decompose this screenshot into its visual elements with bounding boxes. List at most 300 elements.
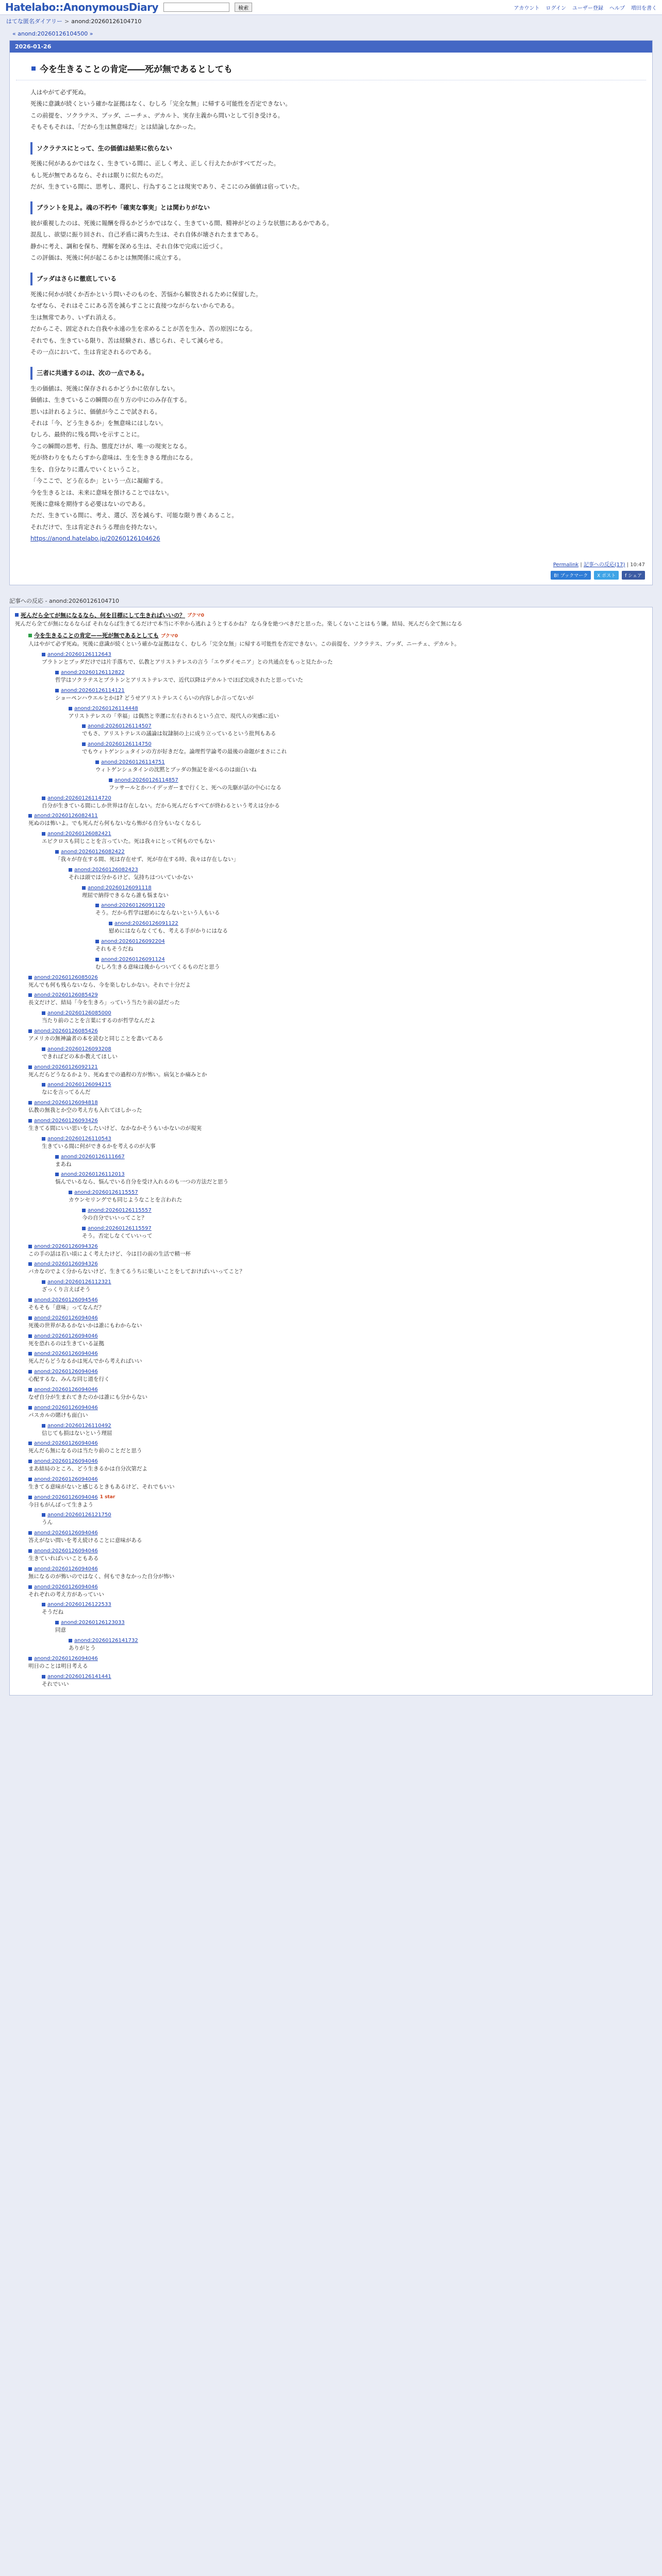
comment-link[interactable]: anond:20260126114750 — [88, 741, 152, 748]
comment-header — [69, 706, 647, 711]
comment-item — [10, 1367, 652, 1385]
prev-next-anchor[interactable]: « anond:20260126104500 » — [12, 30, 93, 37]
comment-link[interactable]: anond:20260126094046 — [34, 1315, 98, 1321]
comment-item — [10, 1080, 652, 1098]
comment-header — [69, 1190, 647, 1195]
comment-square-icon — [42, 1603, 45, 1606]
comment-badge: ブクマ0 — [187, 613, 204, 619]
comment-text: アリストテレスの「幸福」は偶然と幸運に左右されるという点で、現代人の実感に近い — [69, 713, 279, 719]
comment-text: そう。否定しなくていいって — [82, 1232, 153, 1239]
comment-header — [42, 831, 647, 837]
comment-link[interactable]: anond:20260126114448 — [74, 705, 138, 711]
comment-text: 生きていればいいこともある — [28, 1555, 99, 1562]
comment-item — [10, 1278, 652, 1296]
article-body — [10, 80, 652, 560]
comment-item — [10, 991, 652, 1009]
comment-item — [10, 1332, 652, 1350]
comment-item — [10, 1565, 652, 1583]
comment-square-icon — [28, 1370, 32, 1374]
comment-square-icon — [28, 1298, 32, 1302]
comment-link[interactable]: anond:20260126082411 — [34, 813, 98, 819]
comment-header — [42, 1423, 647, 1429]
comment-text: 悩んでいるなら、悩んでいる自分を受け入れるのも一つの方法だと思う — [55, 1179, 228, 1185]
comment-header — [82, 885, 647, 891]
article-paragraph: 死後に意識が続くという確かな証拠はなく、むしろ「完全な無」に帰する可能性を否定できない。 — [30, 100, 291, 108]
comment-text: 死んだらどうなるかは死んでから考えればいい — [28, 1358, 142, 1365]
comment-link[interactable]: anond:20260126115597 — [88, 1225, 152, 1231]
comment-item — [10, 1421, 652, 1439]
article-paragraph: 今を生きるとは、未来に意味を預けることではない。 — [30, 488, 173, 496]
comment-square-icon — [82, 742, 86, 746]
comment-link[interactable]: 死んだら全てが無になるなら、何を目標にして生きればいいの？ — [21, 612, 185, 619]
comment-link[interactable]: anond:20260126094046 — [34, 1530, 98, 1536]
comment-item — [10, 1009, 652, 1027]
comment-item — [10, 794, 652, 812]
comment-square-icon — [95, 904, 99, 907]
comment-item — [10, 848, 652, 866]
share-row — [10, 571, 652, 585]
comment-square-icon — [42, 1083, 45, 1087]
comment-link[interactable]: anond:20260126114751 — [101, 759, 165, 766]
article-subheading: ソクラテスにとって、生の価値は結果に依らない — [30, 142, 632, 155]
comment-item — [10, 1475, 652, 1493]
comment-header — [42, 1046, 647, 1052]
comment-text: なにを言ってるんだ — [42, 1089, 91, 1096]
comment-text: うん — [42, 1519, 53, 1526]
comment-square-icon — [28, 1119, 32, 1123]
article-paragraph: ただ、生きている間に、考え、選び、苦を減らす、可能な限り善くあること。 — [30, 512, 238, 519]
article-paragraph: 今この瞬間の思考、行為、態度だけが、唯一の現実となる。 — [30, 442, 191, 450]
comment-link[interactable]: anond:20260126082422 — [61, 849, 125, 855]
article-subheading: 三者に共通するのは、次の一点である。 — [30, 367, 632, 379]
comment-header — [109, 921, 647, 926]
comment-link[interactable]: anond:20260126094046 — [34, 1494, 98, 1500]
post-time: 10:47 — [630, 562, 645, 568]
comment-header — [69, 867, 647, 873]
comment-item — [10, 1457, 652, 1475]
comment-square-icon — [28, 1549, 32, 1553]
paragraph-gap — [30, 263, 632, 269]
comment-square-icon — [55, 689, 59, 692]
comment-text: 人はやがて必ず死ぬ。死後に意識が続くという確かな証拠はなく、むしろ「完全な無」に帰する可能性を否定できない。この前提を、ソクラテス、ブッダ、ニーチェ、デカルト。 — [28, 641, 460, 648]
comment-link[interactable]: anond:20260126094046 — [34, 1369, 98, 1375]
comment-link[interactable]: anond:20260126114857 — [114, 777, 178, 783]
comment-header — [69, 1638, 647, 1643]
comment-text: 無になるのが怖いのではなく、何もできなかった自分が怖い — [28, 1573, 175, 1580]
comment-link[interactable]: anond:20260126112822 — [61, 670, 125, 676]
comment-square-icon — [42, 1513, 45, 1517]
comment-header — [55, 1172, 647, 1177]
comment-item — [10, 1224, 652, 1242]
comment-link[interactable]: anond:20260126094046 — [34, 1584, 98, 1590]
comment-link[interactable]: anond:20260126112643 — [47, 652, 111, 658]
comment-header — [42, 1602, 647, 1607]
comment-header — [42, 1082, 647, 1088]
comment-header — [28, 1495, 647, 1500]
comment-square-icon — [82, 1209, 86, 1212]
comment-link[interactable]: anond:20260126094046 — [34, 1351, 98, 1357]
comment-square-icon — [28, 1478, 32, 1481]
comment-link[interactable]: anond:20260126093426 — [34, 1117, 98, 1124]
search-button[interactable]: 検索 — [235, 3, 252, 12]
comment-item — [10, 866, 652, 884]
comment-text: 長文だけど、結局「今を生きろ」っていう当たり前の話だった — [28, 999, 180, 1006]
paragraph-gap — [30, 192, 632, 198]
comment-item — [10, 1600, 652, 1618]
comment-link[interactable]: anond:20260126092121 — [34, 1064, 98, 1070]
comment-square-icon — [28, 1585, 32, 1589]
breadcrumb — [0, 15, 662, 27]
comment-square-icon — [69, 1191, 72, 1194]
comment-item — [10, 901, 652, 919]
comment-link[interactable]: anond:20260126094046 — [34, 1566, 98, 1572]
comment-text: なぜ自分が生まれてきたのかは誰にも分からない — [28, 1394, 147, 1400]
article-paragraph: その一点において、生は肯定されるのである。 — [30, 348, 155, 355]
comment-link[interactable]: anond:20260126094046 — [34, 1333, 98, 1339]
comment-link[interactable]: anond:20260126115557 — [88, 1207, 152, 1213]
comment-text: 哲学はソクラテスとプラトンとアリストテレスで、近代以降はデカルトでほぼ完成されたと思っていた — [55, 677, 303, 684]
comment-square-icon — [28, 1442, 32, 1445]
comment-header — [28, 1333, 647, 1339]
article-paragraph: 死後に意味を期待する必要はないのである。 — [30, 500, 149, 507]
comment-item — [10, 1529, 652, 1547]
comment-text: そうだね — [42, 1609, 63, 1616]
article-paragraph: 生の価値は、死後に保存されるかどうかに依存しない。 — [30, 384, 179, 392]
comment-item — [10, 937, 652, 955]
comment-square-icon — [109, 922, 112, 925]
comment-link[interactable]: anond:20260126092204 — [101, 938, 165, 944]
comment-square-icon — [69, 707, 72, 710]
comment-square-icon — [82, 724, 86, 728]
comment-header — [28, 1548, 647, 1554]
article-paragraph: 彼が重視したのは、死後に報酬を得るかどうかではなく、生きている間、精神がどのような状態にあるかである。 — [30, 219, 333, 227]
comment-header — [95, 759, 647, 765]
comment-square-icon — [82, 1227, 86, 1230]
article-paragraph: 人はやがて必ず死ぬ。 — [30, 89, 90, 96]
comment-item — [10, 1439, 652, 1457]
comment-item — [10, 1260, 652, 1278]
comment-item — [10, 686, 652, 704]
comment-square-icon — [42, 1280, 45, 1284]
article-url-link[interactable]: https://anond.hatelabo.jp/20260126104626 — [30, 535, 160, 543]
comment-square-icon — [28, 1245, 32, 1248]
comment-square-icon — [69, 1639, 72, 1642]
comment-link[interactable]: anond:20260126094046 — [34, 1476, 98, 1482]
comment-square-icon — [28, 993, 32, 997]
comment-text: 仏教の無我とか空の考え方も入れてほしかった — [28, 1107, 142, 1114]
comment-header — [109, 777, 647, 783]
comment-item — [10, 1206, 652, 1224]
article-paragraph: 静かに考え、調和を保ち、理解を深める生は、それ自体で完成に近づく。 — [30, 242, 226, 250]
comment-link[interactable]: anond:20260126141732 — [74, 1638, 138, 1644]
facebook-share-button[interactable]: f シェア — [622, 571, 645, 580]
comment-link[interactable]: anond:20260126085429 — [34, 992, 98, 998]
comment-text: 生きてる意味がないと感じるときもあるけど、それでもいい — [28, 1483, 175, 1490]
comment-link[interactable]: anond:20260126110543 — [47, 1136, 111, 1142]
comment-link[interactable]: anond:20260126094326 — [34, 1243, 98, 1249]
comment-text: ウィトゲンシュタインの沈黙とブッダの無記を並べるのは面白いね — [95, 767, 257, 773]
comment-link[interactable]: anond:20260126111667 — [61, 1154, 125, 1160]
comment-link[interactable]: anond:20260126082423 — [74, 867, 138, 873]
comment-square-icon — [15, 613, 19, 617]
article-paragraph: それは「今、どう生きるか」を無意味にはしない。 — [30, 419, 167, 427]
comment-square-icon — [42, 1424, 45, 1428]
comment-square-icon — [28, 1406, 32, 1410]
comment-text: できればどの本か教えてほしい — [42, 1053, 118, 1060]
article — [9, 40, 653, 585]
comment-square-icon — [95, 760, 99, 764]
search-input[interactable] — [163, 3, 229, 12]
comment-link[interactable]: anond:20260126091124 — [101, 956, 165, 962]
article-paragraph: 「今ここで、どう在るか」という一点に凝縮する。 — [30, 477, 167, 485]
comment-square-icon — [28, 1334, 32, 1338]
comment-link[interactable]: anond:20260126094046 — [34, 1404, 98, 1411]
comment-item — [10, 973, 652, 991]
comment-text: それぞれの考え方があっていい — [28, 1591, 104, 1598]
comment-square-icon — [42, 1137, 45, 1141]
comment-header — [28, 1405, 647, 1411]
breadcrumb-current: anond:20260126104710 — [71, 18, 142, 25]
permalink-link[interactable]: Permalink — [553, 562, 579, 568]
comment-link[interactable]: anond:20260126093208 — [47, 1046, 111, 1052]
comment-item — [10, 650, 652, 668]
comment-item — [10, 1170, 652, 1188]
comment-text: パスカルの賭けも面白い — [28, 1412, 88, 1418]
comment-item — [10, 704, 652, 722]
comment-item — [10, 1547, 652, 1565]
comment-item — [10, 1296, 652, 1314]
comment-square-icon — [55, 1621, 59, 1624]
comment-item — [10, 1134, 652, 1153]
comment-link[interactable]: anond:20260126094046 — [34, 1386, 98, 1393]
article-paragraph: 死後に何があるかではなく、生きている間に、正しく考え、正しく行えたかがすべてだった。 — [30, 160, 280, 167]
comment-text: フッサールとかハイデッガーまで行くと、死への先駆が話の中心になる — [109, 784, 282, 791]
comment-header — [82, 1208, 647, 1213]
comment-text: 同意 — [55, 1627, 66, 1634]
comment-item — [10, 1027, 652, 1045]
comment-square-icon — [28, 1029, 32, 1033]
comment-text: 自分が生きている間にしか世界は存在しない。だから死んだらすべてが終わるという考えは分かる — [42, 802, 280, 809]
comment-item — [10, 829, 652, 848]
article-paragraph: だが、生きている間に、思考し、選択し、行為することは現実であり、そこにのみ価値は宿っていた。 — [30, 182, 303, 190]
comment-header — [28, 1387, 647, 1393]
comment-text: この手の話は若い頃によく考えたけど、今は目の前の生活で精一杯 — [28, 1250, 191, 1257]
comment-item — [10, 1654, 652, 1672]
top-nav — [514, 4, 657, 11]
comment-header — [95, 957, 647, 962]
article-footer: Permalink | 記事への反応(17) | 10:47 — [553, 562, 645, 568]
article-subheading: ブラントを見よ。魂の不朽や「確実な事実」とは関わりがない — [30, 201, 632, 214]
comment-square-icon — [28, 1460, 32, 1463]
comment-header — [82, 1226, 647, 1231]
comment-text: 今日もがんばって生きよう — [28, 1501, 93, 1508]
comment-item — [10, 668, 652, 686]
comment-header — [28, 1064, 647, 1070]
comment-text: そう。だから哲学は慰めにならないという人もいる — [95, 910, 220, 917]
comment-text: 死ぬのは怖いよ。でも死んだら何もないなら怖がる自分もいなくなるし — [28, 820, 202, 827]
comment-link[interactable]: anond:20260126085426 — [34, 1028, 98, 1034]
comment-item — [10, 1045, 652, 1063]
comment-text: それでいい — [42, 1681, 69, 1687]
article-paragraph: それだけで、生は肯定されうる理由を持たない。 — [30, 523, 161, 531]
trackback-link[interactable]: 記事への反応(17) — [583, 562, 625, 568]
comment-item — [10, 1188, 652, 1206]
comment-header — [55, 688, 647, 693]
comment-link[interactable]: anond:20260126091122 — [114, 921, 178, 927]
comment-square-icon — [55, 1173, 59, 1176]
comment-item — [10, 1672, 652, 1690]
comment-link[interactable]: anond:20260126122533 — [47, 1602, 111, 1608]
comment-header — [42, 1512, 647, 1518]
comment-item — [10, 776, 652, 794]
article-paragraph: 思いは計れるように、価値が今ここで試される。 — [30, 408, 161, 415]
comment-item — [10, 1583, 652, 1601]
comment-link[interactable]: anond:20260126115557 — [74, 1190, 138, 1196]
comments-list — [9, 607, 653, 1696]
article-paragraph: 混乱し、欲望に振り回され、自己矛盾に満ちた生は、それ自体が壊されたままである。 — [30, 231, 262, 239]
comment-link[interactable]: anond:20260126114507 — [88, 723, 152, 730]
comment-header — [28, 813, 647, 819]
comment-item — [10, 1116, 652, 1134]
comment-text: それもそうだね — [95, 945, 134, 952]
top-nav-link[interactable]: 増田を書く — [631, 5, 657, 11]
comment-link[interactable]: anond:20260126094046 — [34, 1440, 98, 1447]
comment-link[interactable]: anond:20260126094046 — [34, 1459, 98, 1465]
comment-item — [10, 955, 652, 973]
comment-link[interactable]: anond:20260126091118 — [88, 885, 152, 891]
comment-item — [10, 740, 652, 758]
comment-item — [10, 919, 652, 937]
comment-square-icon — [42, 653, 45, 656]
comment-text: 信じても損はないという理屈 — [42, 1430, 112, 1436]
top-nav-link[interactable]: ログイン — [545, 5, 566, 11]
comment-square-icon — [28, 1567, 32, 1571]
comment-item — [10, 722, 652, 740]
comment-link[interactable]: anond:20260126114121 — [61, 687, 125, 693]
comment-header — [42, 1674, 647, 1680]
comments-header: 記事への反応 - anond:20260126104710 — [9, 595, 653, 607]
comment-square-icon — [28, 1496, 32, 1499]
title-square-icon — [31, 66, 36, 71]
top-nav-link[interactable]: ユーザー登録 — [572, 5, 603, 11]
comment-text: まあね — [55, 1161, 72, 1167]
comment-header — [28, 1477, 647, 1482]
top-nav-link[interactable]: ヘルプ — [609, 5, 625, 11]
comment-text: バカなのでよく分からないけど、生きてるうちに楽しいことをしておけばいいってこと？ — [28, 1268, 245, 1275]
comment-header — [55, 849, 647, 855]
comment-link[interactable]: anond:20260126141441 — [47, 1673, 111, 1680]
comment-header — [42, 795, 647, 801]
comment-text: 死を恐れるのは生きている証拠 — [28, 1340, 104, 1347]
paragraph-gap — [30, 133, 632, 139]
comment-text: そもそも「意味」ってなんだ？ — [28, 1304, 104, 1311]
comment-link[interactable]: anond:20260126085026 — [34, 974, 98, 980]
comment-link[interactable]: anond:20260126112321 — [47, 1279, 111, 1285]
top-nav-link[interactable]: アカウント — [514, 5, 540, 11]
comment-item — [10, 1493, 652, 1511]
comment-header — [28, 1297, 647, 1303]
comment-link[interactable]: anond:20260126123033 — [61, 1620, 125, 1626]
comment-link[interactable]: anond:20260126094046 — [34, 1548, 98, 1554]
comment-text: 明日のことは明日考える — [28, 1663, 88, 1669]
comment-header — [28, 1459, 647, 1464]
comment-square-icon — [55, 1155, 59, 1159]
comment-link[interactable]: anond:20260126085000 — [47, 1010, 111, 1016]
comment-header — [28, 1369, 647, 1375]
article-title[interactable]: 今を生きることの肯定――死が無であるとしても — [40, 64, 233, 75]
comment-square-icon — [28, 976, 32, 979]
comment-header — [82, 741, 647, 747]
comment-square-icon — [28, 1388, 32, 1392]
comment-link[interactable]: anond:20260126094046 — [34, 1655, 98, 1662]
comment-text: 死んでも何も残らないなら、今を楽しむしかない。それで十分だよ — [28, 981, 191, 988]
comment-link[interactable]: anond:20260126121750 — [47, 1512, 111, 1518]
comment-link[interactable]: anond:20260126112013 — [61, 1172, 125, 1178]
comment-link[interactable]: anond:20260126094215 — [47, 1082, 111, 1088]
comment-text: 「我々が存在する間、死は存在せず、死が存在する時、我々は存在しない」 — [55, 856, 239, 862]
comment-square-icon — [28, 1262, 32, 1266]
comment-link[interactable]: anond:20260126094326 — [34, 1261, 98, 1267]
x-post-button[interactable]: X ポスト — [594, 571, 619, 580]
hatena-bookmark-button[interactable]: B! ブックマーク — [551, 571, 591, 580]
comment-item — [10, 1314, 652, 1332]
comment-link[interactable]: anond:20260126091120 — [101, 903, 165, 909]
comment-item — [10, 811, 652, 829]
comment-link[interactable]: 今を生きることの肯定——死が無であるとしても — [34, 632, 159, 639]
comment-square-icon — [69, 868, 72, 872]
comment-header — [28, 1566, 647, 1572]
comment-text: ざっくり言えばそう — [42, 1286, 91, 1293]
comment-square-icon — [95, 940, 99, 943]
comment-item — [10, 630, 652, 650]
article-paragraph: 価値は、生きているこの瞬間の在り方の中にのみ存在する。 — [30, 396, 191, 404]
comment-text: 今の自分でいいってこと？ — [82, 1214, 147, 1221]
comment-header — [28, 1315, 647, 1321]
article-url — [30, 533, 632, 544]
comment-item — [10, 1403, 652, 1421]
comment-text: ありがとう — [69, 1645, 96, 1652]
breadcrumb-home-link[interactable]: はてな匿名ダイアリー — [6, 18, 63, 25]
comment-text: 死後の世界があるかないかは誰にもわからない — [28, 1322, 142, 1329]
comment-item — [10, 1063, 652, 1081]
comment-text: 生きてる間にいい思いをしたいけど、なかなかそうもいかないのが現実 — [28, 1125, 202, 1131]
comment-square-icon — [82, 886, 86, 890]
comment-link[interactable]: anond:20260126082421 — [47, 831, 111, 837]
comment-badge: 1 star — [100, 1495, 115, 1500]
article-date: 2026-01-26 — [10, 41, 652, 53]
comment-header — [28, 631, 647, 639]
comment-link[interactable]: anond:20260126094546 — [34, 1297, 98, 1303]
comment-text: むしろ生きる意味は後からついてくるものだと思う — [95, 963, 220, 970]
site-logo[interactable]: Hatelabo::AnonymousDiary — [5, 1, 159, 13]
article-title-row — [16, 53, 646, 80]
article-paragraph: むしろ、最終的に残る問いを示すことに。 — [30, 431, 143, 438]
comment-link[interactable]: anond:20260126110492 — [47, 1422, 111, 1429]
comment-header — [28, 1351, 647, 1357]
comment-text: カウンセリングでも同じようなことを言われた — [69, 1197, 183, 1204]
comment-square-icon — [28, 1657, 32, 1660]
article-paragraph: もし死が無であるなら、それは眠りに似たものだ。 — [30, 171, 167, 179]
comment-header — [28, 975, 647, 980]
prev-next-link[interactable] — [0, 27, 662, 40]
comment-link[interactable]: anond:20260126094818 — [34, 1100, 98, 1106]
comment-link[interactable]: anond:20260126114720 — [47, 795, 111, 801]
comment-square-icon — [109, 778, 112, 782]
comment-square-icon — [28, 1065, 32, 1069]
comment-text: エピクロスも同じことを言っていた。死は我々にとって何ものでもない — [42, 838, 215, 845]
article-paragraph: 死後に何かが続くか否かという問いそのものを、苦悩から解放されるために保留した。 — [30, 290, 262, 298]
top-bar — [0, 0, 662, 15]
